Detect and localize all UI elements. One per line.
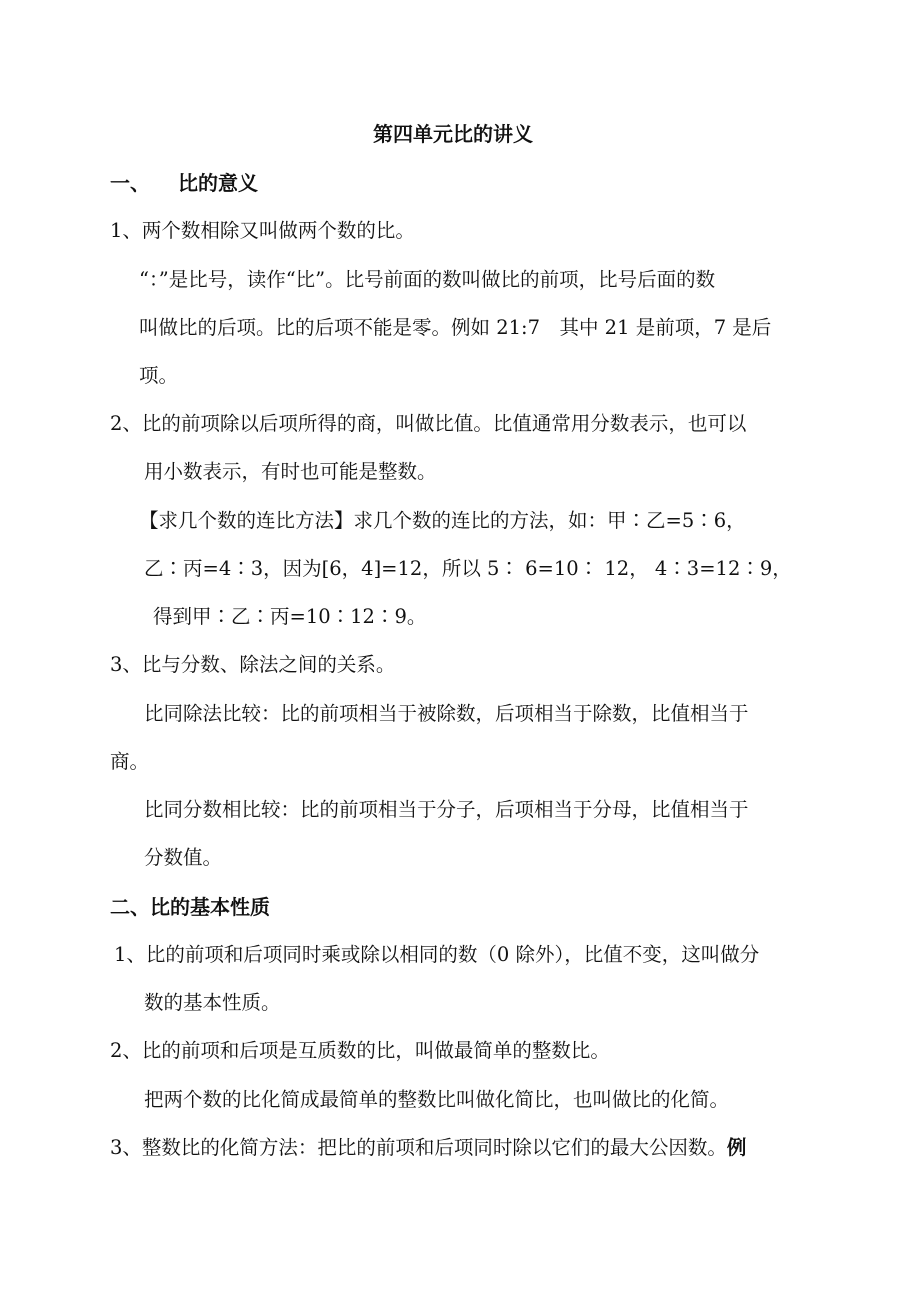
section-2-heading: 二、比的基本性质 xyxy=(110,895,270,919)
property-2-sub: 把两个数的比化简成最简单的整数比叫做化简比，也叫做比的化简。 xyxy=(144,1088,730,1111)
fraction-comparison-line-2: 分数值。 xyxy=(144,846,223,869)
fraction-comparison-line-1: 比同分数相比较：比的前项相当于分子，后项相当于分母，比值相当于 xyxy=(144,798,749,821)
property-3 xyxy=(110,1135,746,1161)
section-1-heading-number: 一、 xyxy=(110,171,150,195)
paragraph-2-line-1: 2、比的前项除以后项所得的商，叫做比值。比值通常用分数表示，也可以 xyxy=(110,412,747,435)
paragraph-1-sub-line-3: 项。 xyxy=(139,364,179,387)
paragraph-1-sub-line-2: 叫做比的后项。比的后项不能是零。例如 21:7 其中 21 是前项，7 是后 xyxy=(139,316,772,339)
paragraph-1-sub-line-1: “：”是比号，读作“比”。比号前面的数叫做比的前项，比号后面的数 xyxy=(139,268,716,291)
property-3-text: 3、整数比的化简方法：把比的前项和后项同时除以它们的最大公因数。 xyxy=(110,1136,727,1159)
continued-ratio-line-2: 乙∶丙=4∶3，因为[6，4]=12，所以 5∶ 6=10∶ 12， 4∶3=12∶9， xyxy=(144,557,792,580)
property-3-bold-tail: 例 xyxy=(726,1136,747,1159)
paragraph-3: 3、比与分数、除法之间的关系。 xyxy=(110,653,396,676)
paragraph-2-line-2: 用小数表示，有时也可能是整数。 xyxy=(144,460,437,483)
property-2: 2、比的前项和后项是互质数的比，叫做最简单的整数比。 xyxy=(110,1039,610,1062)
section-1-heading xyxy=(110,170,258,196)
property-1-line-2: 数的基本性质。 xyxy=(144,991,281,1014)
page-title: 第四单元比的讲义 xyxy=(373,122,533,146)
continued-ratio-line-1: 【求几个数的连比方法】求几个数的连比的方法，如：甲∶乙=5∶6， xyxy=(139,509,746,532)
property-1-line-1: 1、比的前项和后项同时乘或除以相同的数（0 除外），比值不变，这叫做分 xyxy=(114,943,760,966)
division-comparison-line-1: 比同除法比较：比的前项相当于被除数，后项相当于除数，比值相当于 xyxy=(144,702,749,725)
paragraph-1: 1、两个数相除又叫做两个数的比。 xyxy=(110,219,415,242)
continued-ratio-line-3: 得到甲∶乙∶丙=10∶12∶9。 xyxy=(153,605,427,628)
division-comparison-line-2: 商。 xyxy=(110,750,150,773)
section-1-heading-text: 比的意义 xyxy=(178,171,258,195)
